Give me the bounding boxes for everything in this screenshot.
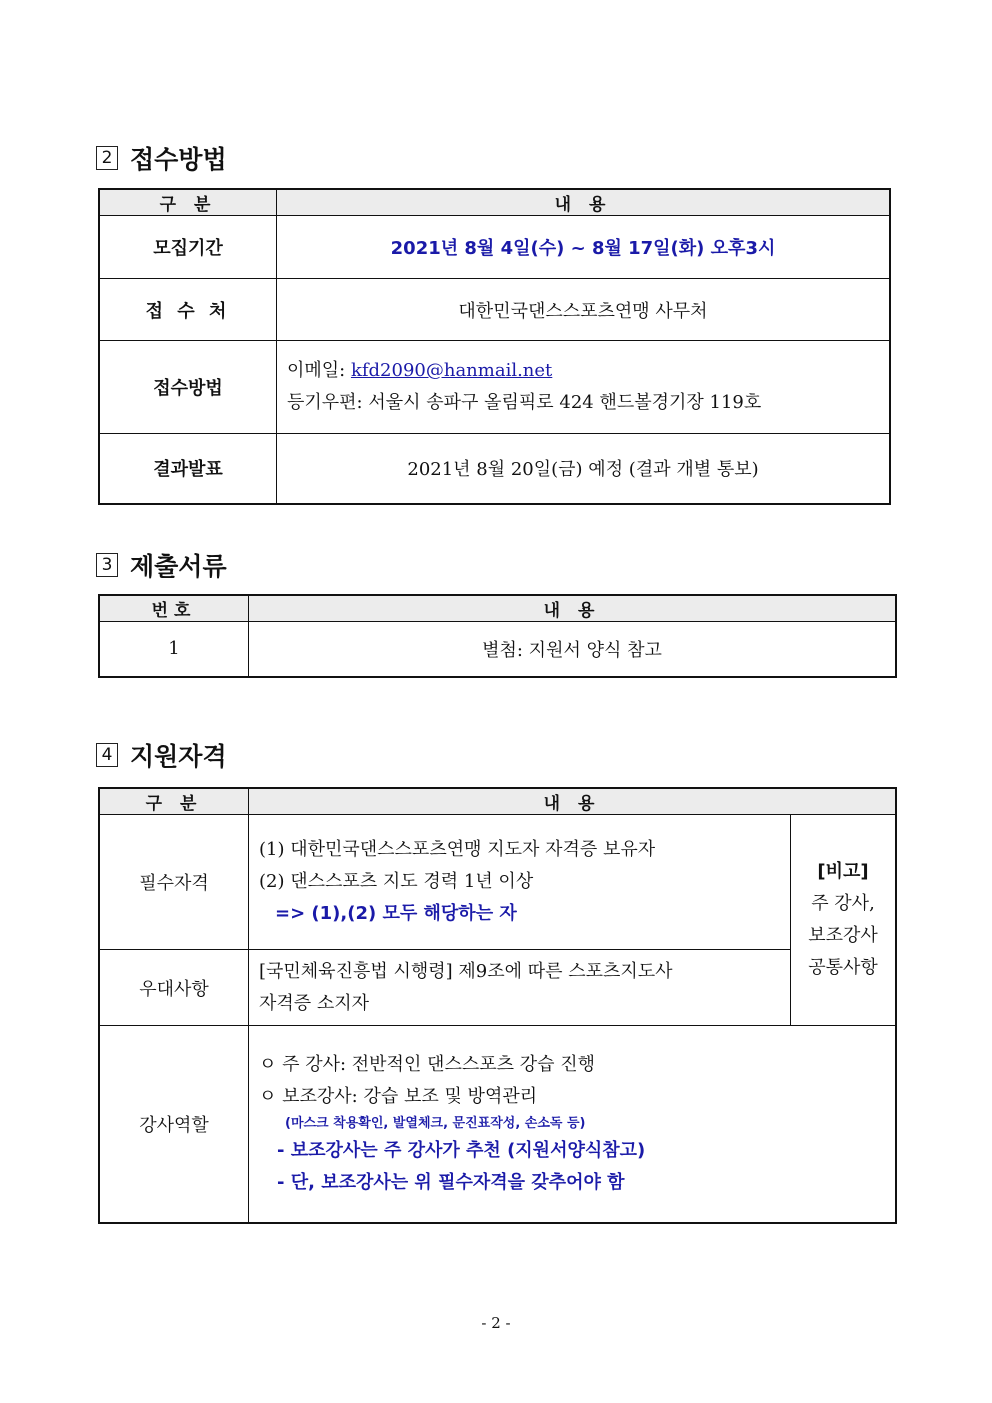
- documents-table: [98, 594, 897, 678]
- section-title-4: [96, 737, 227, 773]
- table-row: [99, 341, 890, 434]
- section-title-2: [96, 140, 227, 176]
- row-label: 접수방법: [99, 341, 277, 434]
- table-header: 내 용: [277, 189, 891, 216]
- row-number: 1: [99, 622, 249, 677]
- table-header: 내 용: [249, 788, 897, 815]
- qualifications-table: [98, 787, 897, 1224]
- section-title-text: 지원자격: [130, 742, 227, 771]
- mail-line: 등기우편: 서울시 송파구 올림픽로 424 핸드볼경기장 119호: [287, 392, 762, 413]
- row-value: [249, 950, 791, 1026]
- row-value: [277, 341, 891, 434]
- table-row: [99, 950, 896, 1026]
- section-number: 2: [96, 146, 118, 170]
- application-method-table: [98, 188, 891, 505]
- email-link[interactable]: kfd2090@hanmail.net: [350, 360, 553, 381]
- table-header: 내 용: [249, 595, 897, 622]
- row-label: 모집기간: [99, 216, 277, 279]
- table-row: [99, 279, 890, 341]
- role-blue-line: - 보조강사는 주 강사가 추천 (지원서양식참고): [277, 1139, 646, 1161]
- row-value: 대한민국댄스스포츠연맹 사무처: [277, 279, 891, 341]
- row-value: 별첨: 지원서 양식 참고: [249, 622, 897, 677]
- row-value: 2021년 8월 20일(금) 예정 (결과 개별 통보): [277, 434, 891, 504]
- row-value: [249, 815, 791, 950]
- row-label: 우대사항: [99, 950, 249, 1026]
- table-row: [99, 815, 896, 950]
- email-prefix: 이메일:: [287, 360, 351, 381]
- row-label: 결과발표: [99, 434, 277, 504]
- required-summary: => (1),(2) 모두 해당하는 자: [275, 903, 517, 924]
- page-number: - 2 -: [481, 1314, 511, 1332]
- role-line: ㅇ 보조강사: 강습 보조 및 방역관리: [259, 1085, 538, 1107]
- table-header: 구 분: [99, 788, 249, 815]
- role-note: (마스크 착용확인, 발열체크, 문진표작성, 손소독 등): [285, 1115, 586, 1131]
- section-title-text: 제출서류: [130, 552, 227, 581]
- row-value: 2021년 8월 4일(수) ~ 8월 17일(화) 오후3시: [277, 216, 891, 279]
- preferred-line: 자격증 소지자: [259, 992, 370, 1014]
- section-number: 4: [96, 743, 118, 767]
- table-row: [99, 216, 890, 279]
- required-line: (1) 대한민국댄스스포츠연맹 지도자 자격증 보유자: [259, 839, 656, 860]
- note-line: 공통사항: [808, 957, 878, 978]
- table-header: 구 분: [99, 189, 277, 216]
- table-row: [99, 434, 890, 504]
- section-title-text: 접수방법: [130, 145, 227, 174]
- row-label: 접 수 처: [99, 279, 277, 341]
- required-line: (2) 댄스스포츠 지도 경력 1년 이상: [259, 871, 534, 892]
- note-title: [비고]: [817, 861, 869, 882]
- preferred-line: [국민체육진흥법 시행령] 제9조에 따른 스포츠지도사: [259, 960, 673, 982]
- note-cell: [791, 815, 897, 1026]
- note-line: 주 강사,: [811, 893, 875, 914]
- row-label: 필수자격: [99, 815, 249, 950]
- role-blue-line: - 단, 보조강사는 위 필수자격을 갖추어야 함: [277, 1171, 625, 1193]
- row-value: [249, 1026, 897, 1223]
- table-header: 번호: [99, 595, 249, 622]
- section-number: 3: [96, 553, 118, 577]
- row-label: 강사역할: [99, 1026, 249, 1223]
- table-row: [99, 1026, 896, 1223]
- table-row: [99, 622, 896, 677]
- section-title-3: [96, 547, 227, 583]
- note-line: 보조강사: [808, 925, 878, 946]
- role-line: ㅇ 주 강사: 전반적인 댄스스포츠 강습 진행: [259, 1053, 595, 1075]
